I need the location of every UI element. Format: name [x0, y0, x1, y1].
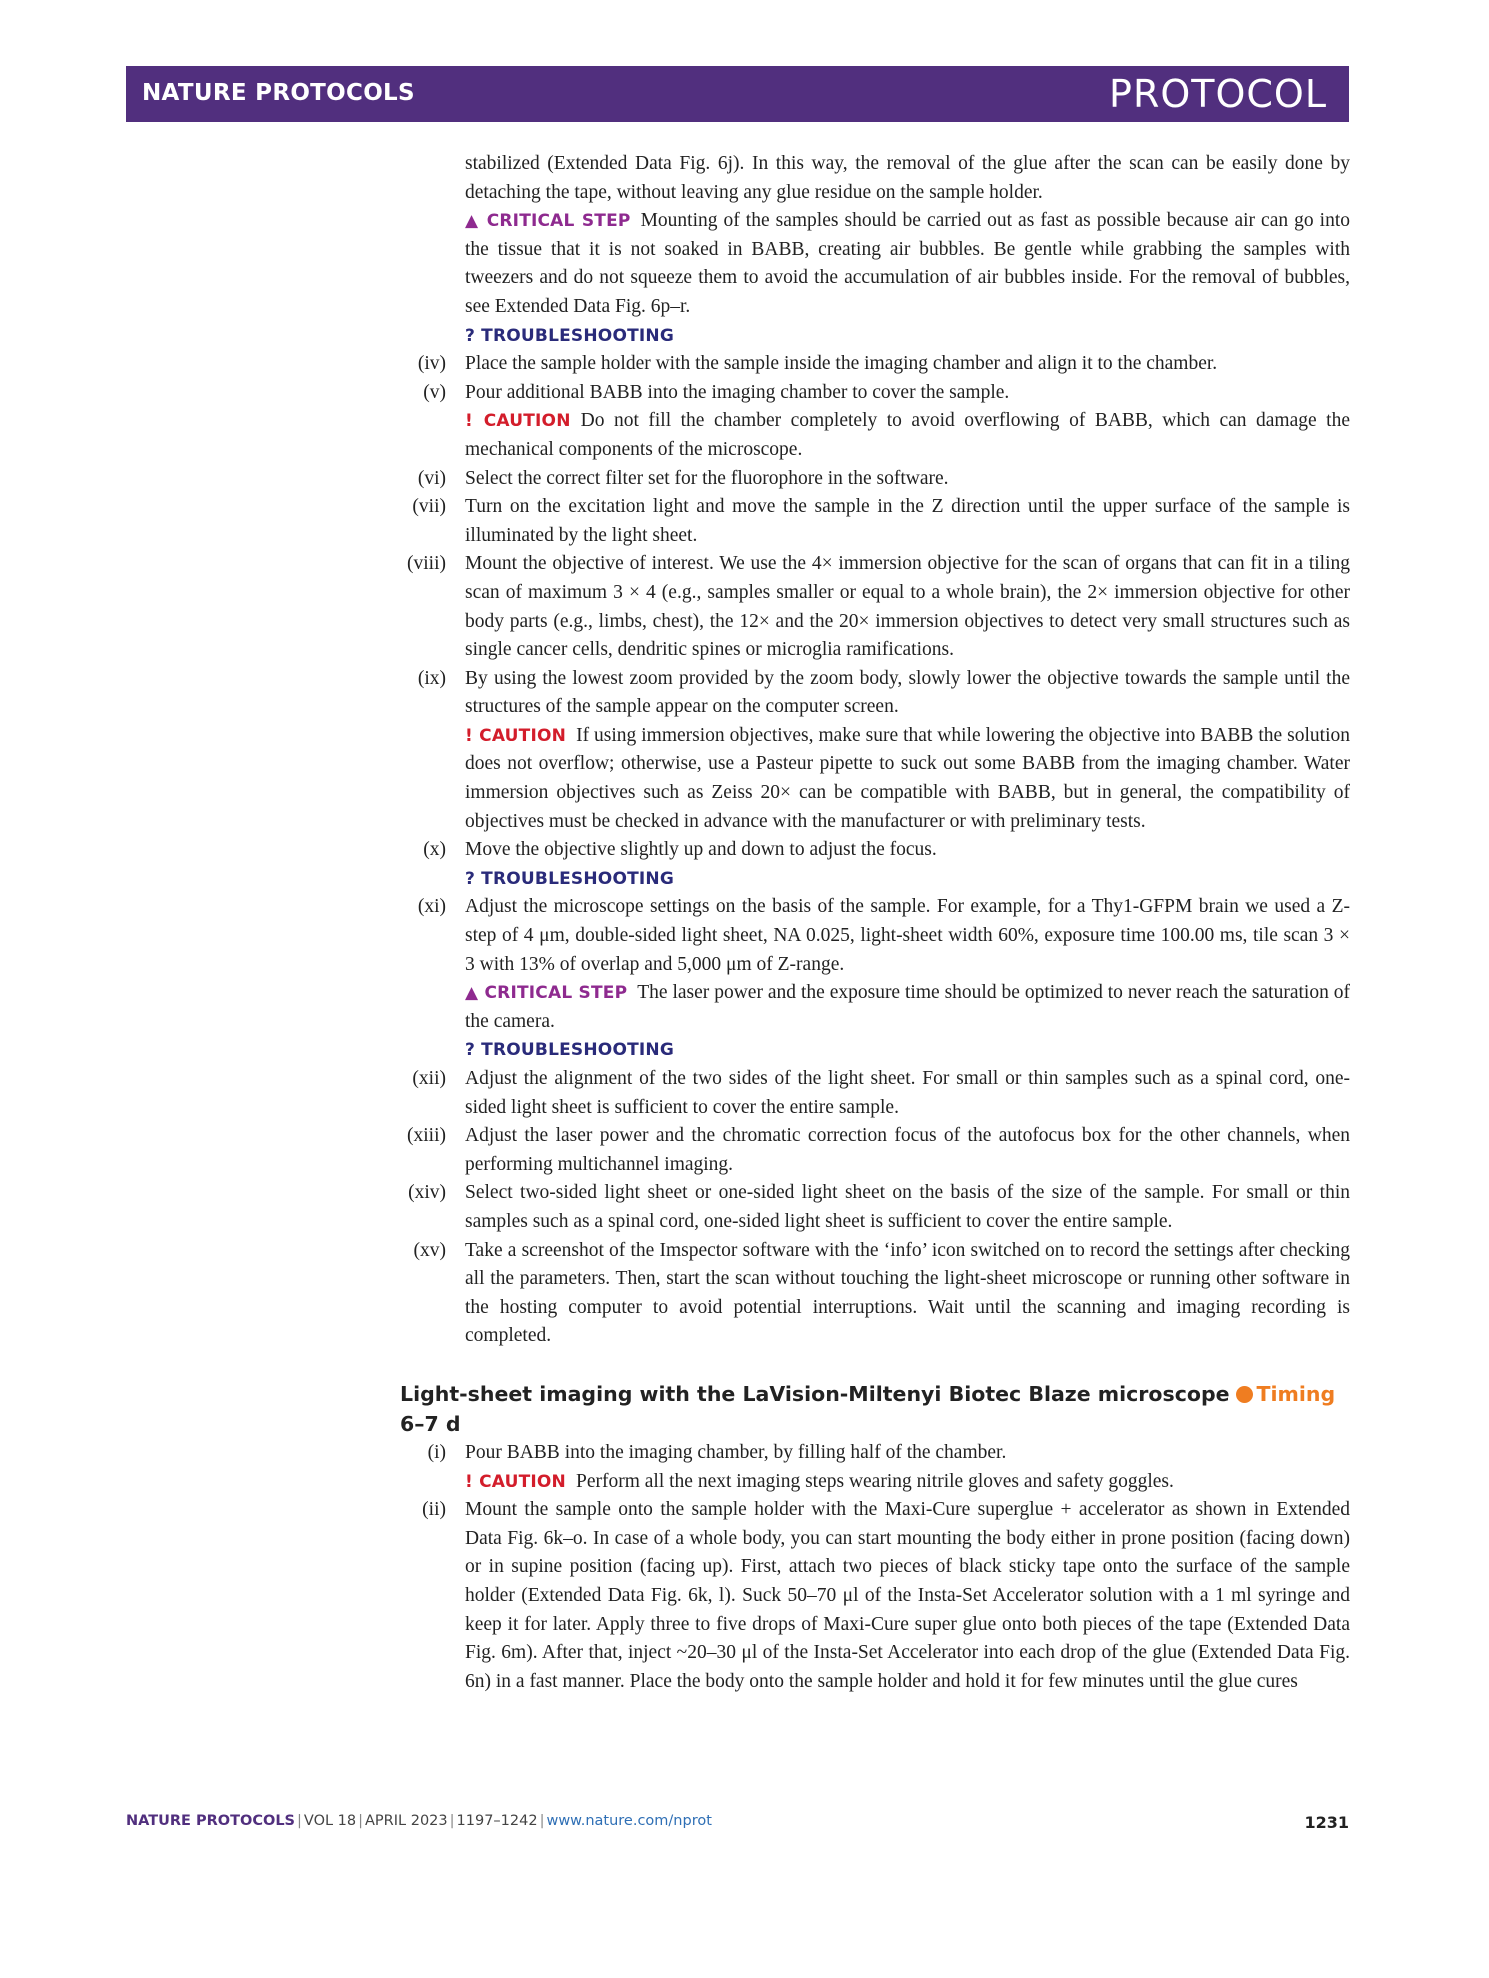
caution-text: Perform all the next imaging steps wearing nitrile gloves and safety goggles.: [576, 1470, 1174, 1492]
caution-note: [400, 407, 1350, 464]
step-xiv: [400, 1179, 1350, 1236]
step-text: Adjust the alignment of the two sides of the light sheet. For small or thin samples such as a spinal cord, one-sided light sheet is sufficient to cover the entire sample.: [465, 1068, 1350, 1118]
journal-banner: [126, 66, 1349, 122]
step-iv: [400, 350, 1350, 379]
step-viii: [400, 550, 1350, 664]
step-number: (iv): [417, 353, 446, 375]
section-step-i: [400, 1439, 1350, 1468]
section-heading: [400, 1379, 1350, 1439]
caution-text: If using immersion objectives, make sure that while lowering the objective into BABB the solution does not overflow; otherwise, use a Pasteur pipette to suck out some BABB from the imaging chamber. Water immersion objectives such as Zeiss 20× can be compatible with BABB, but in general, the compatibility of objectives must be checked in advance with the manufacturer or with preliminary tests.: [465, 724, 1350, 832]
main-content: [400, 150, 1350, 1696]
step-vi: [400, 465, 1350, 494]
caution-note: [400, 1468, 1350, 1497]
step-number: (xiii): [407, 1125, 446, 1147]
step-number: (xv): [413, 1239, 446, 1261]
step-number: (vii): [412, 496, 446, 518]
paragraph-intro: stabilized (Extended Data Fig. 6j). In this way, the removal of the glue after the scan can be easily done by detaching the tape, without leaving any glue residue on the sample holder.: [465, 153, 1350, 203]
step-number: (ii): [422, 1499, 446, 1521]
step-text: Turn on the excitation light and move the sample in the Z direction until the upper surface of the sample is illuminated by the light sheet.: [465, 496, 1350, 546]
footer-journal: NATURE PROTOCOLS: [126, 1813, 296, 1829]
troubleshooting-label: ? TROUBLESHOOTING: [465, 325, 675, 346]
timing-value: 6–7 d: [400, 1411, 461, 1436]
step-vii: [400, 493, 1350, 550]
step-text: By using the lowest zoom provided by the zoom body, slowly lower the objective towards the sample until the structures of the sample appear on the computer screen.: [465, 667, 1350, 718]
critical-step-label: ▲ CRITICAL STEP: [465, 211, 631, 232]
step-number: (xii): [412, 1068, 446, 1089]
footer-pages: 1197–1242: [456, 1813, 538, 1829]
timing-dot-icon: [1236, 1386, 1253, 1403]
step-number: (i): [427, 1441, 446, 1463]
caution-label: ! CAUTION: [465, 725, 567, 746]
step-x: [400, 836, 1350, 865]
critical-step-note: [400, 979, 1350, 1036]
troubleshooting-label: ? TROUBLESHOOTING: [465, 1040, 675, 1061]
step-text: Select the correct filter set for the fluorophore in the software.: [465, 467, 949, 489]
page-footer: NATURE PROTOCOLS | VOL 18 | APRIL 2023 | 1197–1242 | www.nature.com/nprot 1231: [126, 1813, 1349, 1832]
critical-step-text: The laser power and the exposure time should be optimized to never reach the saturation of the camera.: [465, 982, 1350, 1032]
caution-label: ! CAUTION: [465, 1471, 566, 1492]
step-number: (v): [423, 381, 446, 403]
troubleshooting-link[interactable]: [400, 865, 1350, 894]
caution-label: ! CAUTION: [465, 411, 571, 432]
step-text: Pour BABB into the imaging chamber, by filling half of the chamber.: [465, 1441, 1007, 1463]
troubleshooting-link[interactable]: [400, 322, 1350, 351]
page-number: 1231: [1304, 1813, 1349, 1832]
footer-volume: VOL 18: [303, 1813, 357, 1829]
article-type: PROTOCOL: [1109, 72, 1327, 116]
step-text: Adjust the laser power and the chromatic correction focus of the autofocus box for the other channels, when performing multichannel imaging.: [465, 1125, 1350, 1175]
step-xiii: [400, 1122, 1350, 1179]
caution-text: Do not fill the chamber completely to avoid overflowing of BABB, which can damage the mechanical components of the microscope.: [465, 410, 1350, 460]
step-number: (xi): [417, 896, 446, 918]
step-text: Adjust the microscope settings on the basis of the sample. For example, for a Thy1-GFPM brain we used a Z-step of 4 μm, double-sided light sheet, NA 0.025, light-sheet width 60%, exposure time 100.00 ms, tile scan 3 × 3 with 13% of overlap and 5,000 μm of Z-range.: [465, 896, 1350, 975]
step-v: [400, 379, 1350, 408]
timing-label: Timing: [1256, 1381, 1336, 1406]
step-text: Mount the sample onto the sample holder with the Maxi-Cure superglue + accelerator as shown in Extended Data Fig. 6k–o. In case of a whole body, you can start mounting the body either in prone position (facing down) or in supine position (facing up). First, attach two pieces of black sticky tape onto the surface of the sample holder (Extended Data Fig. 6k, l). Suck 50–70 μl of the Insta-Set Accelerator solution with a 1 ml syringe and keep it for later. Apply three to five drops of Maxi-Cure super glue onto both pieces of the tape (Extended Data Fig. 6m). After that, inject ~20–30 μl of the Insta-Set Accelerator into each drop of the glue (Extended Data Fig. 6n) in a fast manner. Place the body onto the sample holder and hold it for few minutes until the glue cures: [465, 1499, 1350, 1692]
critical-step-label: ▲ CRITICAL STEP: [465, 983, 628, 1004]
step-text: Place the sample holder with the sample inside the imaging chamber and align it to the chamber.: [465, 353, 1218, 375]
step-text: Pour additional BABB into the imaging chamber to cover the sample.: [465, 381, 1010, 403]
section-title: Light-sheet imaging with the LaVision-Miltenyi Biotec Blaze microscope: [400, 1381, 1230, 1406]
step-number: (vi): [417, 467, 446, 489]
step-xii: [400, 1065, 1350, 1122]
step-number: (x): [423, 839, 446, 861]
step-text: Mount the objective of interest. We use the 4× immersion objective for the scan of organs that can fit in a tiling scan of maximum 3 × 4 (e.g., samples smaller or equal to a whole brain), the 2× immersion objective for other body parts (e.g., limbs, chest), the 12× and the 20× immersion objectives to detect very small structures such as single cancer cells, dendritic spines or microglia ramifications.: [465, 553, 1350, 661]
troubleshooting-label: ? TROUBLESHOOTING: [465, 868, 675, 889]
step-number: (ix): [417, 667, 446, 689]
footer-date: APRIL 2023: [365, 1813, 448, 1829]
step-text: Take a screenshot of the Imspector software with the ‘info’ icon switched on to record the settings after checking all the parameters. Then, start the scan without touching the light-sheet microscope or running other software in the hosting computer to avoid potential interruptions. Wait until the scanning and imaging recording is completed.: [465, 1239, 1350, 1347]
step-number: (viii): [407, 553, 446, 575]
step-text: Select two-sided light sheet or one-sided light sheet on the basis of the size of the sample. For small or thin samples such as a spinal cord, one-sided light sheet is sufficient to cover the entire sample.: [465, 1182, 1350, 1232]
step-xv: [400, 1237, 1350, 1351]
step-xi: [400, 893, 1350, 979]
critical-step-text: Mounting of the samples should be carried out as fast as possible because air can go into the tissue that it is not soaked in BABB, creating air bubbles. Be gentle while grabbing the samples with tweezers and do not squeeze them to avoid the accumulation of air bubbles inside. For the removal of bubbles, see Extended Data Fig. 6p–r.: [465, 210, 1350, 317]
troubleshooting-link[interactable]: [400, 1036, 1350, 1065]
section-step-ii: [400, 1496, 1350, 1696]
step-ix: [400, 665, 1350, 722]
caution-note: [400, 722, 1350, 836]
journal-title: NATURE PROTOCOLS: [142, 80, 415, 106]
footer-url-link[interactable]: www.nature.com/nprot: [546, 1813, 712, 1829]
critical-step-note: [400, 207, 1350, 321]
step-number: (xiv): [408, 1182, 446, 1204]
step-text: Move the objective slightly up and down to adjust the focus.: [465, 839, 937, 861]
